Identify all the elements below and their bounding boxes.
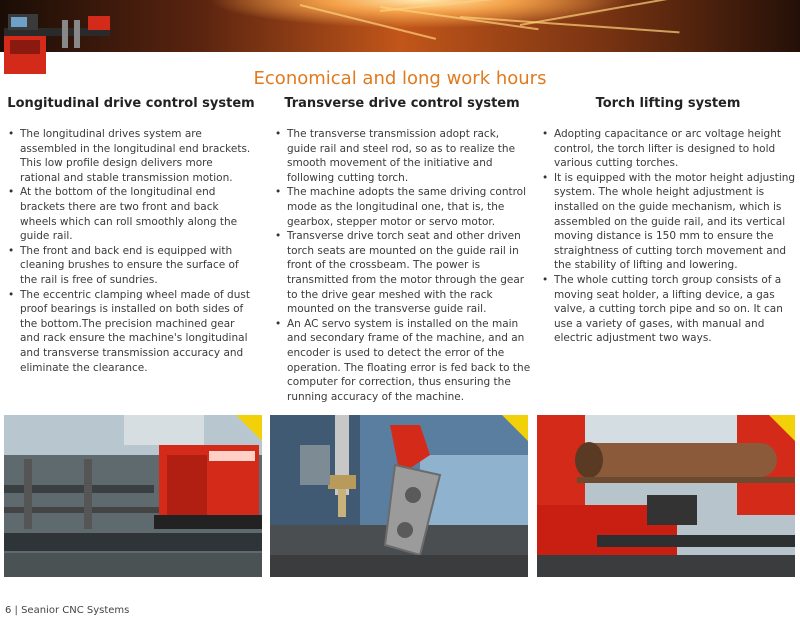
column-title: Longitudinal drive control system xyxy=(7,96,255,111)
column-torch-lifting xyxy=(540,96,796,346)
photo-transverse-torch xyxy=(270,415,528,577)
list-item: • An AC servo system is installed on the main and secondary frame of the machine, and an encoder is used to detect the error of the operation. The floating error is fed back to the computer for correction, thus ensuring the running accuracy of the machine. xyxy=(287,317,531,405)
list-item: • The front and back end is equipped with cleaning brushes to ensure the surface of the rail is free of sundries. xyxy=(20,244,256,288)
list-item: • The transverse transmission adopt rack, guide rail and steel rod, so as to realize the smooth movement of the initiative and following cutting torch. xyxy=(287,127,531,185)
column-title: Transverse drive control system xyxy=(284,96,520,111)
list-item: • The machine adopts the same driving control mode as the longitudinal one, that is, the gearbox, stepper motor or servo motor. xyxy=(287,185,531,229)
bullet-list xyxy=(273,127,531,404)
list-item: • At the bottom of the longitudinal end brackets there are two front and back wheels which can roll smoothly along the guide rail. xyxy=(20,185,256,243)
sparks-banner xyxy=(0,0,800,52)
list-item: • It is equipped with the motor height adjusting system. The whole height adjustment is installed on the guide mechanism, which is assembled on the guide rail, and its vertical moving distance is 150 mm to ensure the straightness of cutting torch movement and the stability of lifting and lowering. xyxy=(554,171,796,273)
bullet-list xyxy=(6,127,256,375)
list-item: • The longitudinal drives system are assembled in the longitudinal end brackets. This low profile design delivers more rational and stable transmission motion. xyxy=(20,127,256,185)
column-transverse xyxy=(273,96,531,404)
page-heading: Economical and long work hours xyxy=(253,68,547,89)
corner-accent xyxy=(236,415,262,441)
photo-longitudinal-drive xyxy=(4,415,262,577)
column-longitudinal xyxy=(6,96,256,375)
corner-accent xyxy=(769,415,795,441)
column-title: Torch lifting system xyxy=(595,96,741,111)
corner-accent xyxy=(502,415,528,441)
list-item: • The whole cutting torch group consists of a moving seat holder, a lifting device, a gas valve, a cutting torch pipe and so on. It can use a variety of gases, with manual and electric adjustment two ways. xyxy=(554,273,796,346)
list-item: • Transverse drive torch seat and other driven torch seats are mounted on the guide rail in front of the crossbeam. The power is transmitted from the motor through the gear to the drive gear meshed with the rack mounted on the transverse guide rail. xyxy=(287,229,531,317)
page-footer: 6 | Seanior CNC Systems xyxy=(5,605,130,616)
bullet-list xyxy=(540,127,796,346)
list-item: • Adopting capacitance or arc voltage height control, the torch lifter is designed to hold various cutting torches. xyxy=(554,127,796,171)
list-item: • The eccentric clamping wheel made of dust proof bearings is installed on both sides of the bottom.The precision machined gear and rack ensure the machine's longitudinal and transverse transmission accuracy and eliminate the clearance. xyxy=(20,288,256,376)
photo-torch-lifting xyxy=(537,415,795,577)
